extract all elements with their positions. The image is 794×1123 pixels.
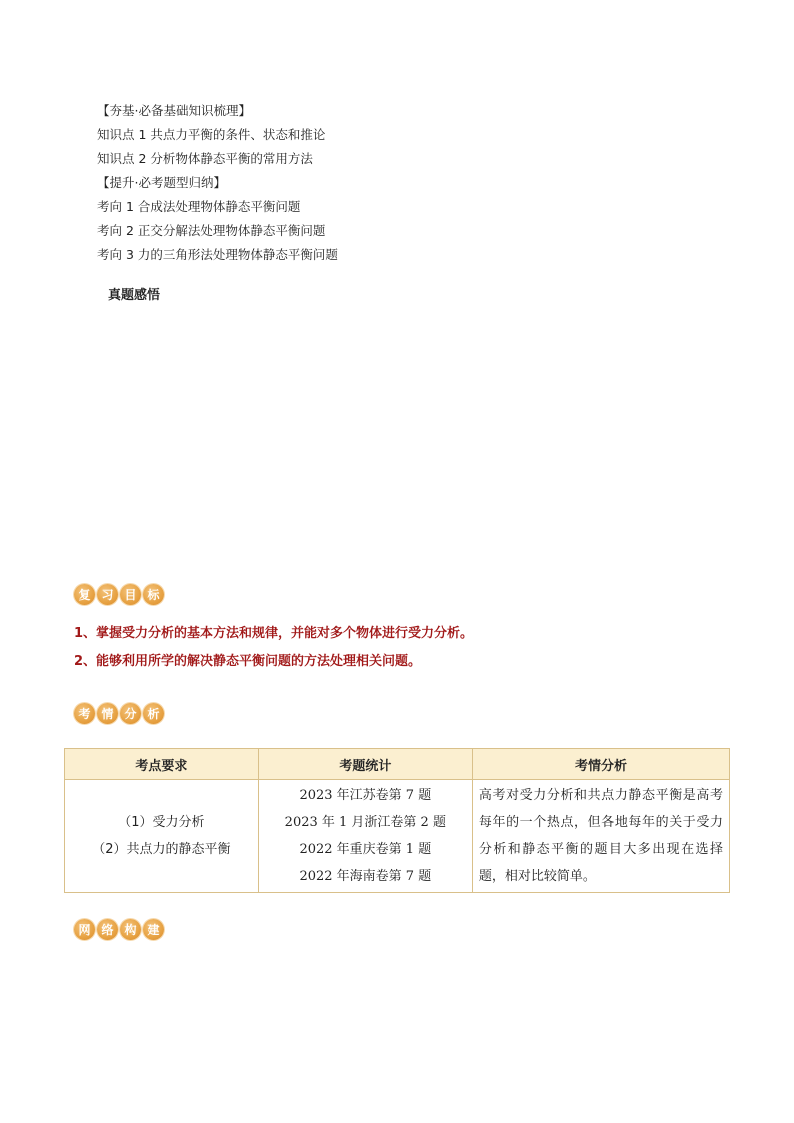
table-header-row: [65, 749, 730, 780]
badge-char: 构: [120, 919, 141, 940]
header-requirements: 考点要求: [65, 749, 259, 780]
analysis-cell: 高考对受力分析和共点力静态平衡是高考每年的一个热点，但各地每年的关于受力分析和静态平衡的题目大多出现在选择题，相对比较简单。: [472, 780, 729, 893]
toc-direction-2[interactable]: 考向 2 正交分解法处理物体静态平衡问题: [97, 223, 326, 238]
badge-char: 情: [97, 703, 118, 724]
badge-char: 习: [97, 584, 118, 605]
badge-char: 考: [74, 703, 95, 724]
table-of-contents: [97, 99, 338, 267]
toc-knowledge-point-1[interactable]: 知识点 1 共点力平衡的条件、状态和推论: [97, 127, 326, 142]
badge-char: 分: [120, 703, 141, 724]
toc-direction-1[interactable]: 考向 1 合成法处理物体静态平衡问题: [97, 199, 301, 214]
stat-item: 2023 年江苏卷第 7 题: [299, 788, 432, 803]
real-exam-heading: 真题感悟: [108, 288, 161, 303]
badge-char: 目: [120, 584, 141, 605]
badge-char: 建: [143, 919, 164, 940]
toc-section-basics: 【夯基·必备基础知识梳理】: [97, 103, 251, 118]
review-goals-badge: [74, 584, 164, 605]
toc-section-question-types: 【提升·必考题型归纳】: [97, 175, 226, 190]
stat-item: 2022 年重庆卷第 1 题: [299, 842, 432, 857]
goal-item-1: 1、掌握受力分析的基本方法和规律，并能对多个物体进行受力分析。: [74, 626, 474, 641]
goal-item-2: 2、能够利用所学的解决静态平衡问题的方法处理相关问题。: [74, 654, 422, 669]
toc-knowledge-point-2[interactable]: 知识点 2 分析物体静态平衡的常用方法: [97, 151, 313, 166]
stat-item: 2023 年 1 月浙江卷第 2 题: [284, 815, 446, 830]
badge-char: 络: [97, 919, 118, 940]
statistics-cell: [258, 780, 472, 893]
requirement-item: （1）受力分析: [118, 815, 205, 830]
exam-analysis-table-wrapper: [64, 748, 730, 893]
requirement-item: （2）共点力的静态平衡: [92, 842, 231, 857]
toc-direction-3[interactable]: 考向 3 力的三角形法处理物体静态平衡问题: [97, 247, 338, 262]
exam-analysis-table: [64, 748, 730, 893]
badge-char: 标: [143, 584, 164, 605]
knowledge-network-badge: [74, 919, 164, 940]
badge-char: 析: [143, 703, 164, 724]
table-row: [65, 780, 730, 893]
stat-item: 2022 年海南卷第 7 题: [299, 869, 432, 884]
badge-char: 网: [74, 919, 95, 940]
header-analysis: 考情分析: [472, 749, 729, 780]
exam-analysis-badge: [74, 703, 164, 724]
badge-char: 复: [74, 584, 95, 605]
requirements-cell: [65, 780, 259, 893]
header-statistics: 考题统计: [258, 749, 472, 780]
